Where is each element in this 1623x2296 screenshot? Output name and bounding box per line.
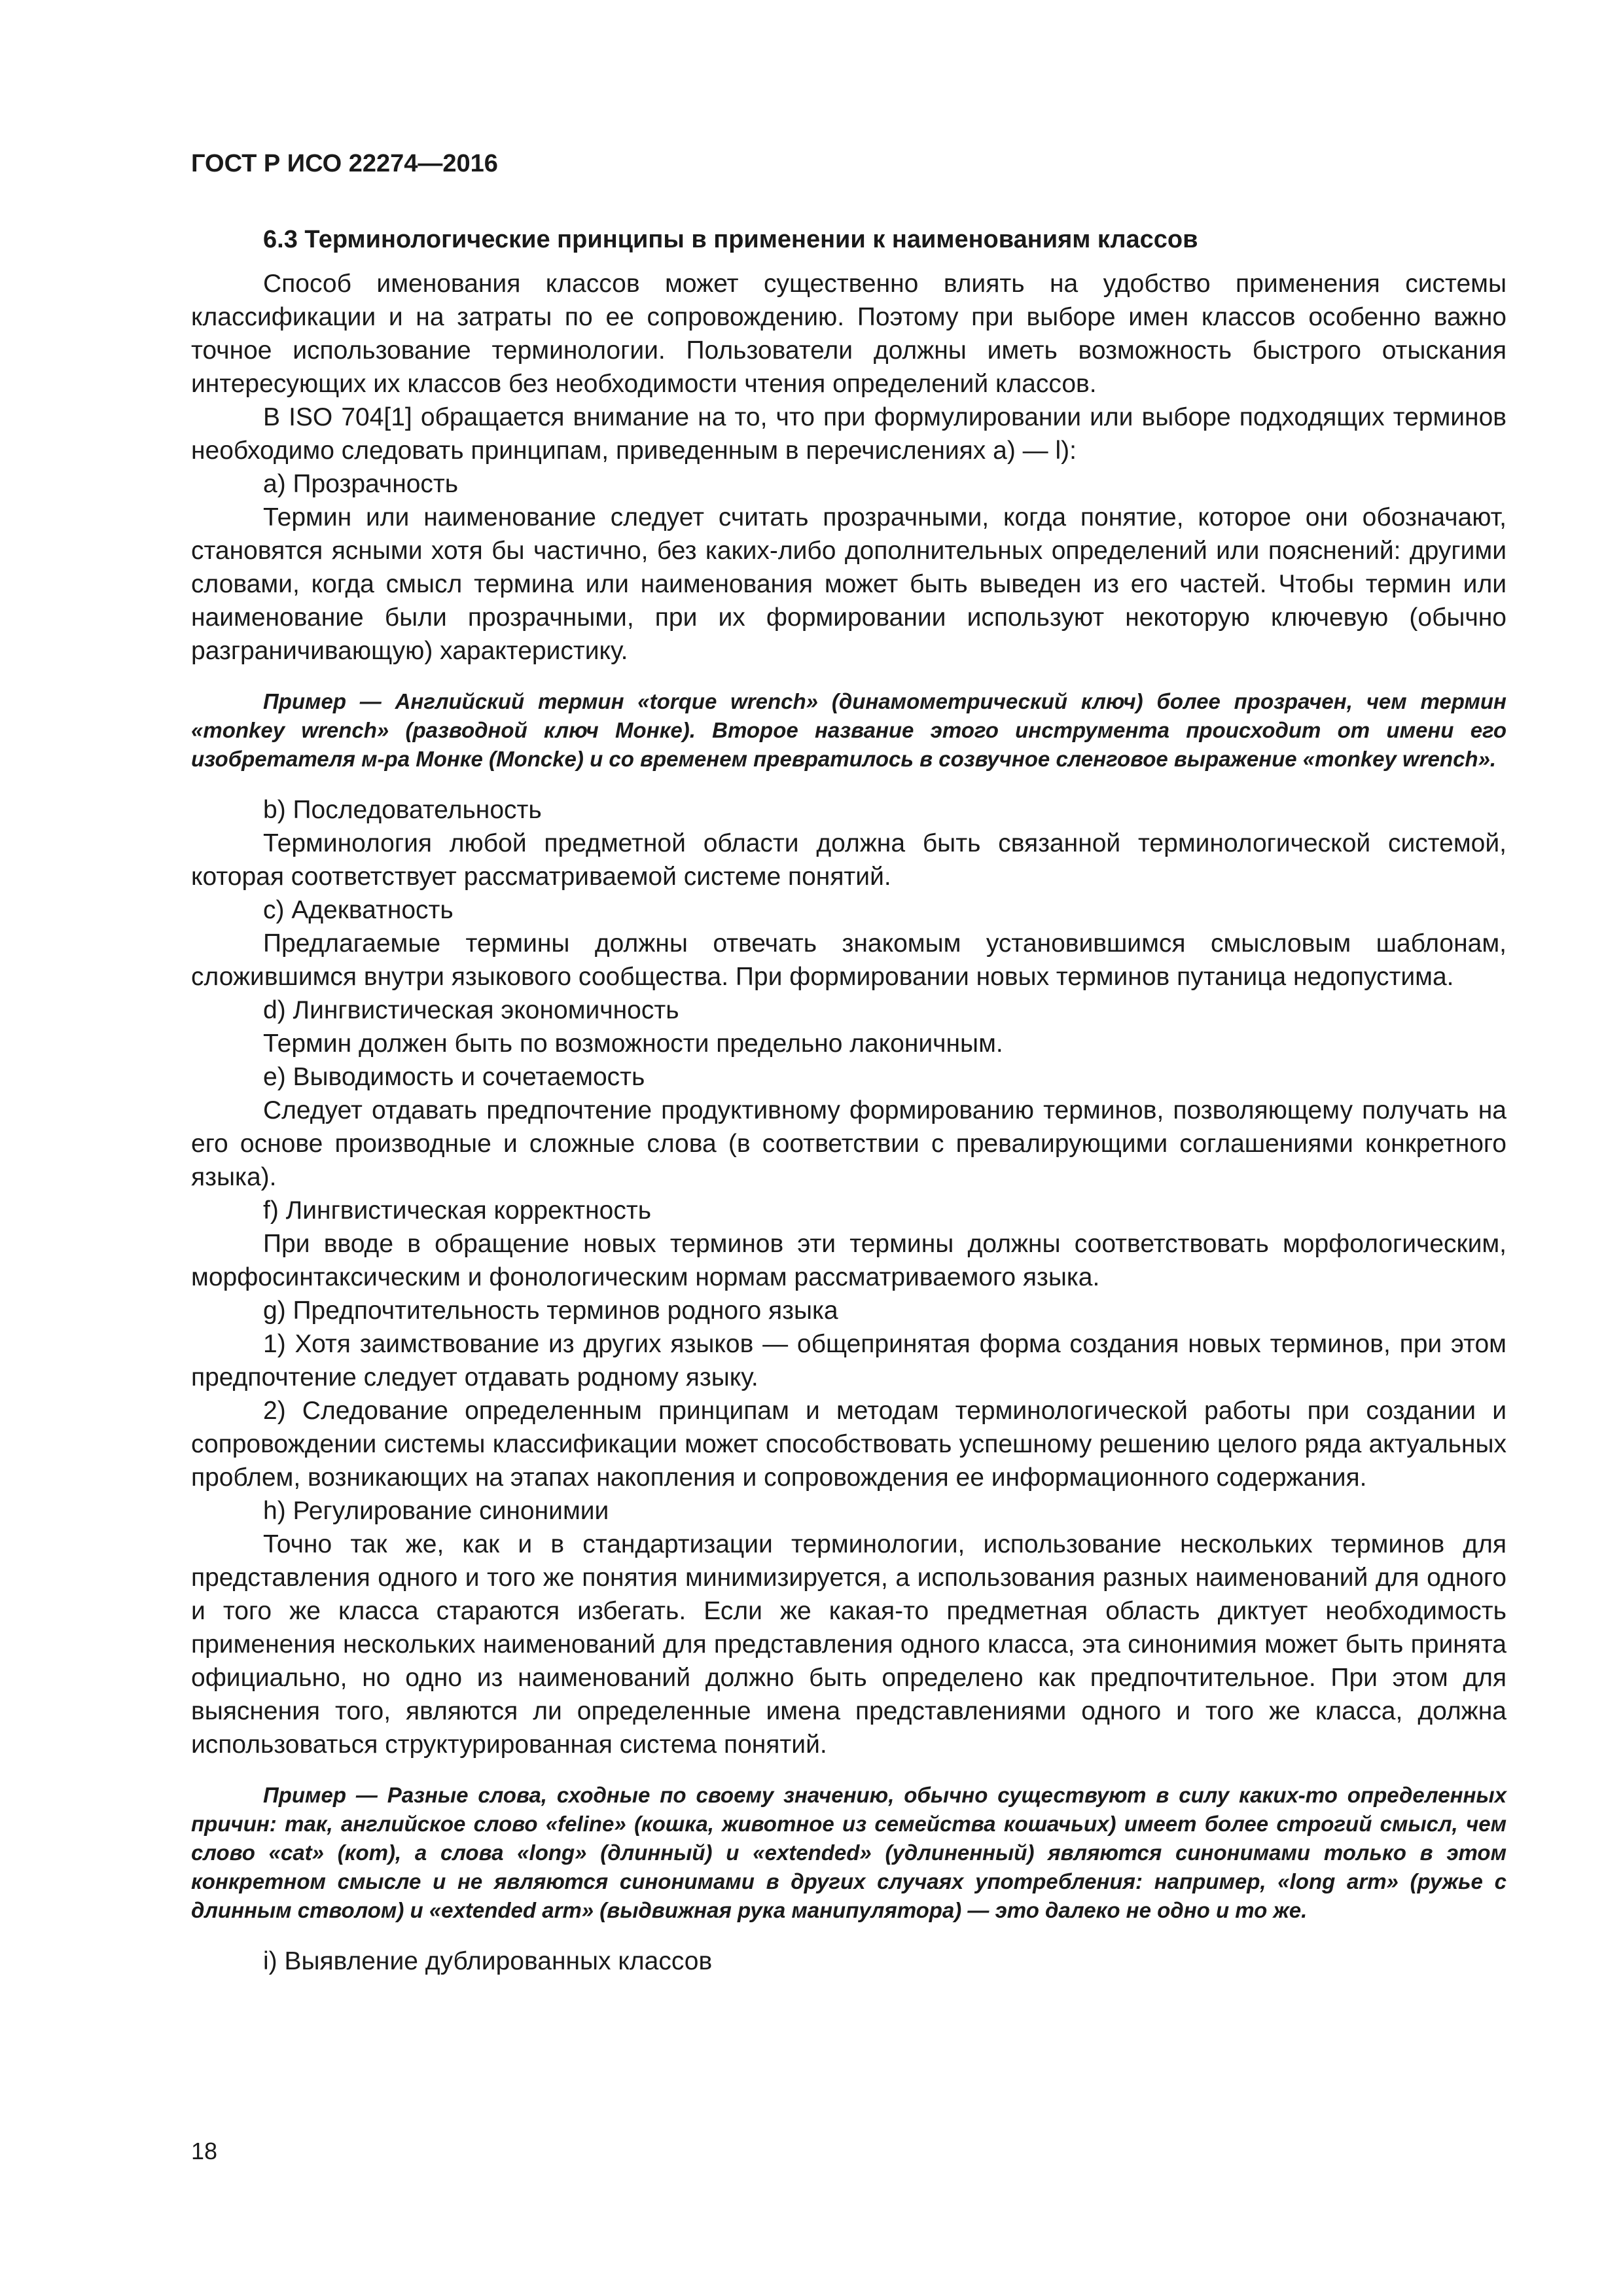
list-item-heading: d) Лингвистическая экономичность [263, 996, 679, 1024]
body-paragraph: При вводе в обращение новых терминов эти термины должны соответствовать морфологическим, морфосинтаксическим и фонологическим нормам рассматриваемого языка. [191, 1230, 1507, 1291]
body-paragraph: Предлагаемые термины должны отвечать знакомым установившимся смысловым шаблонам, сложившимся внутри языкового сообщества. При формировании новых терминов путаница недопустима. [191, 929, 1507, 991]
body-paragraph: Термин или наименование следует считать прозрачными, когда понятие, которое они обозначают, становятся ясными хотя бы частично, без каких-либо дополнительных определений или пояснений: другими словами, когда смысл термина или наименования может быть выведен из его частей. Чтобы термин или наименование были прозрачными, при их формировании используют некоторую ключевую (обычно разграничивающую) характеристику. [191, 503, 1507, 665]
body-paragraph: Терминология любой предметной области должна быть связанной терминологической системой, которая соответствует рассматриваемой системе понятий. [191, 829, 1507, 891]
list-item-heading: g) Предпочтительность терминов родного языка [263, 1297, 838, 1325]
page-number: 18 [191, 2138, 218, 2164]
document-header: ГОСТ Р ИСО 22274—2016 [191, 150, 498, 177]
body-paragraph: 2) Следование определенным принципам и методам терминологической работы при создании и сопровождении системы классификации может способствовать успешному решению целого ряда актуальных проблем, возникающих на этапах накопления и сопровождения ее информационного содержания. [191, 1397, 1507, 1492]
body-paragraph: В ISO 704[1] обращается внимание на то, что при формулировании или выборе подходящих терминов необходимо следовать принципам, приведенным в перечислениях a) — l): [191, 403, 1507, 465]
body-paragraph: 1) Хотя заимствование из других языков — общепринятая форма создания новых терминов, при этом предпочтение следует отдавать родному языку. [191, 1330, 1507, 1391]
body-paragraph: Точно так же, как и в стандартизации терминологии, использование нескольких терминов для представления одного и того же понятия минимизируется, а использования разных наименований для одного и того же класса стараются избегать. Если же какая-то предметная область диктует необходимость применения нескольких наименований для представления одного класса, эта синонимия может быть принята официально, но одно из наименований должно быть определено как предпочтительное. При этом для выяснения того, являются ли определенные имена представлениями одного и того же класса, должна использоваться структурированная система понятий. [191, 1530, 1507, 1759]
list-item-heading: h) Регулирование синонимии [263, 1497, 609, 1525]
body-paragraph: Термин должен быть по возможности предельно лаконичным. [263, 1030, 1003, 1058]
list-item-heading: f) Лингвистическая корректность [263, 1196, 652, 1225]
section-title: 6.3 Терминологические принципы в применении к наименованиям классов [263, 226, 1198, 253]
body-paragraph: Способ именования классов может существенно влиять на удобство применения системы классификации и на затраты по ее сопровождению. Поэтому при выборе имен классов особенно важно точное использование терминологии. Пользователи должны иметь возможность быстрого отыскания интересующих их классов без необходимости чтения определений классов. [191, 270, 1507, 398]
example-note: Пример — Разные слова, сходные по своему значению, обычно существуют в силу каких-то определенных причин: так, английское слово «feline» (кошка, животное из семейства кошачьих) имеет более строгий смысл, чем слово «cat» (кот), а слова «long» (длинный) и «extended» (удлиненный) являются синонимами только в этом конкретном смысле и не являются синонимами в других случаях употребления: например, «long arm» (ружье с длинным стволом) и «extended arm» (выдвижная рука манипулятора) — это далеко не одно и то же. [191, 1783, 1507, 1922]
document-body [191, 223, 1507, 1978]
text-blocks [191, 267, 1507, 1978]
list-item-heading: e) Выводимость и сочетаемость [263, 1063, 645, 1091]
list-item-heading: i) Выявление дублированных классов [263, 1947, 713, 1975]
list-item-heading: b) Последовательность [263, 796, 542, 824]
list-item-heading: a) Прозрачность [263, 470, 459, 498]
body-paragraph: Следует отдавать предпочтение продуктивному формированию терминов, позволяющему получать на его основе производные и сложные слова (в соответствии с превалирующими соглашениями конкретного языка). [191, 1096, 1507, 1191]
example-note: Пример — Английский термин «torque wrench» (динамометрический ключ) более прозрачен, чем термин «monkey wrench» (разводной ключ Монке). Второе название этого инструмента происходит от имени его изобретателя м-ра Монке (Moncke) и со временем превратилось в созвучное сленговое выражение «monkey wrench». [191, 689, 1507, 771]
list-item-heading: c) Адекватность [263, 896, 454, 924]
